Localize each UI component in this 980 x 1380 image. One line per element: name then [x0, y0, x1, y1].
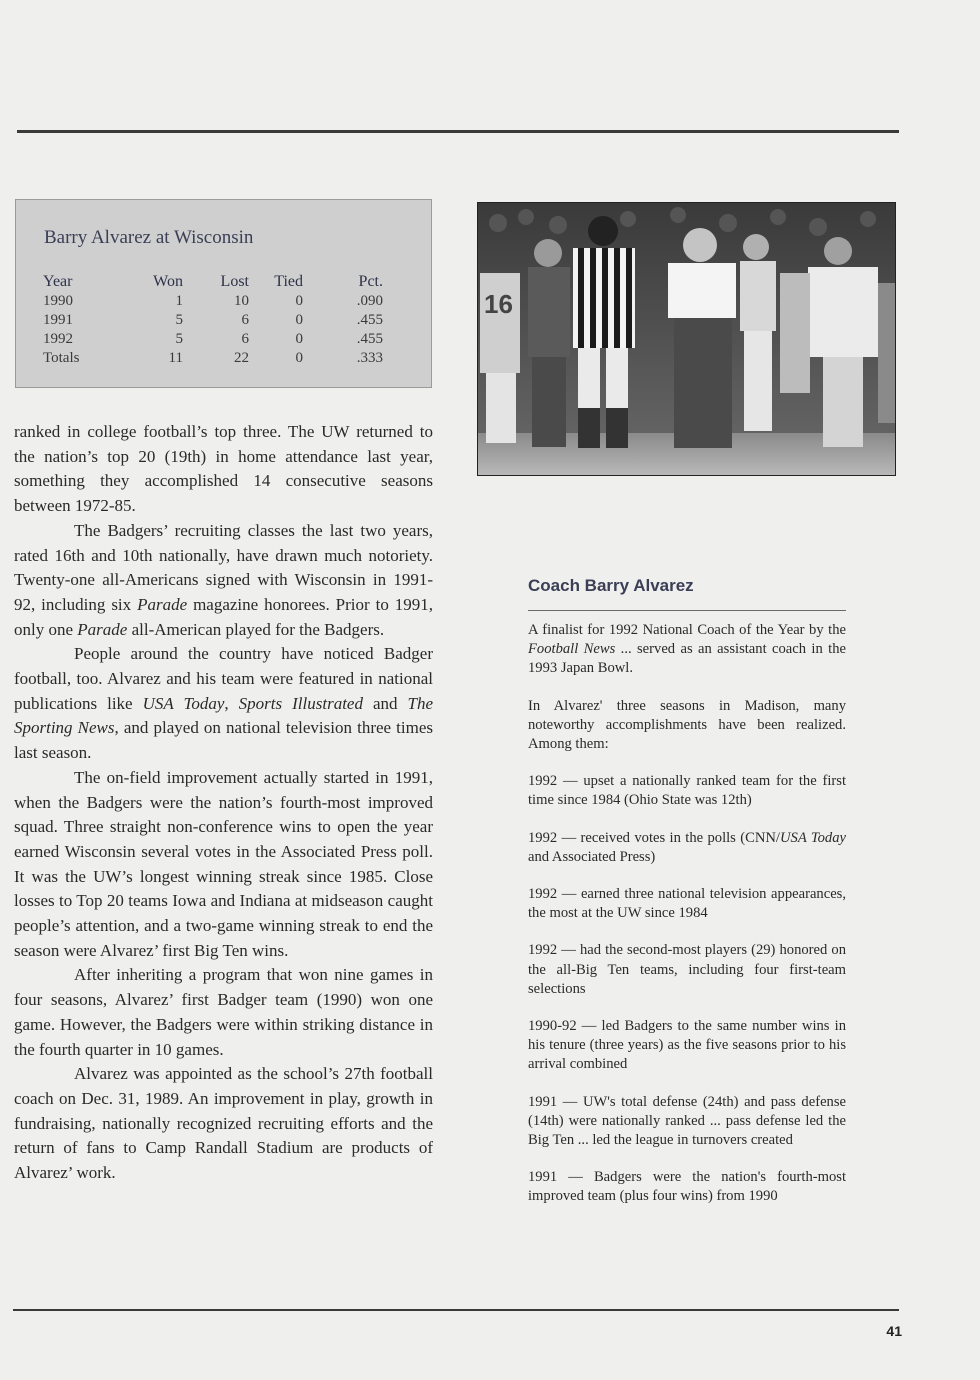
cell-won: 5 — [175, 331, 183, 347]
jersey-number: 16 — [484, 289, 513, 319]
cell-tied: 0 — [295, 293, 303, 309]
top-rule — [17, 130, 899, 133]
cell-lost: 22 — [234, 350, 249, 366]
accomplishment-item — [528, 829, 846, 867]
record-table — [43, 272, 383, 368]
cell-pct: .455 — [356, 312, 383, 328]
text-run: , and played on national television three times last season. — [14, 718, 434, 763]
table-header-row — [43, 272, 383, 292]
text-run: A finalist for 1992 National Coach of the Year by the — [528, 622, 846, 638]
accomplishment-item: 1992 — had the second-most players (29) honored on the all-Big Ten teams, including four first-team selections — [528, 942, 846, 997]
italic-run: Parade — [77, 619, 128, 639]
italic-run: The Sporting News — [14, 693, 434, 738]
cell-pct: .090 — [356, 293, 383, 309]
text-run: all-American played for the Badgers. — [127, 619, 385, 639]
accomplishment-item: 1992 — upset a nationally ranked team for the first time since 1984 (Ohio State was 12th) — [528, 773, 846, 809]
italic-run: Parade — [137, 594, 188, 614]
italic-run: USA Today — [779, 829, 846, 846]
cell-lost: 6 — [241, 331, 249, 347]
text-run: and — [362, 693, 408, 713]
text-run: 1992 — received votes in the polls (CNN/ — [528, 829, 780, 846]
cell-lost: 10 — [234, 293, 249, 309]
paragraph — [14, 519, 433, 643]
cell-year: 1991 — [43, 312, 73, 328]
cell-pct: .333 — [356, 350, 383, 366]
text-run: , — [224, 693, 239, 713]
text-run: magazine honorees. Prior to 1991, only one — [14, 594, 433, 639]
accomplishment-item: 1991 — Badgers were the nation's fourth-most improved team (plus four wins) from 1990 — [528, 1169, 846, 1205]
photo-illustration — [478, 203, 895, 475]
header-tied: Tied — [274, 273, 303, 290]
cell-won: 1 — [175, 293, 183, 309]
italic-run: USA Today — [142, 693, 225, 713]
stats-box-title: Barry Alvarez at Wisconsin — [44, 227, 254, 248]
text-run: The Badgers’ recruiting classes the last two years, rated 16th and 10th nationally, have drawn much notoriety. Twenty-one all-Americans signed with Wisconsin in 1991-92, including six — [14, 520, 433, 614]
cell-tied: 0 — [295, 331, 303, 347]
italic-run: Sports Illustrated — [238, 693, 363, 713]
header-year: Year — [43, 273, 73, 290]
accomplishment-item: 1990-92 — led Badgers to the same number wins in his tenure (three years) as the five seasons prior to his arrival combined — [528, 1018, 846, 1073]
bottom-rule — [13, 1309, 899, 1311]
sideline-photo — [477, 202, 896, 476]
sidebar-title: Coach Barry Alvarez — [528, 576, 694, 595]
text-run: and Associated Press) — [528, 848, 656, 865]
header-lost: Lost — [220, 273, 249, 290]
italic-run: Football News — [528, 641, 616, 658]
text-run: ... served as an assistant coach in the 1993 Japan Bowl. — [528, 641, 846, 677]
cell-year: 1992 — [43, 331, 73, 347]
stats-box — [15, 199, 432, 388]
header-pct: Pct. — [358, 273, 383, 290]
table-row — [43, 330, 383, 349]
paragraph: ranked in college football’s top three. The UW returned to the nation’s top 20 (19th) in home attendance last year, something they accomplished 14 consecutive seasons between 1972-85. — [14, 422, 433, 516]
paragraph: Alvarez was appointed as the school’s 27th football coach on Dec. 31, 1989. An improvement in play, growth in fundraising, nationally recognized recruiting efforts and the return of fans to Camp Randall Stadium are products of Alvarez’ work. — [14, 1064, 433, 1183]
sidebar-intro — [528, 621, 846, 679]
table-row — [43, 311, 383, 330]
cell-won: 11 — [168, 350, 183, 366]
paragraph: The on-field improvement actually started in 1991, when the Badgers were the nation’s fourth-most improved squad. Three straight non-conference wins to open the year earned Wisconsin several votes in the Associated Press poll. It was the UW’s longest winning streak since 1985. Close losses to Top 20 teams Iowa and Indiana at midseason caught people’s attention, and a two-game winning streak to end the season were Alvarez’ first Big Ten wins. — [14, 767, 433, 960]
paragraph — [14, 642, 433, 766]
sidebar-rule — [528, 610, 846, 611]
cell-tied: 0 — [295, 312, 303, 328]
article-body — [14, 420, 433, 1186]
header-won: Won — [153, 273, 183, 290]
cell-year: Totals — [43, 350, 80, 366]
sidebar-lead: In Alvarez' three seasons in Madison, many noteworthy accomplishments have been realized. Among them: — [528, 697, 846, 753]
sidebar-body — [528, 621, 846, 1225]
cell-won: 5 — [175, 312, 183, 328]
cell-year: 1990 — [43, 293, 73, 309]
accomplishment-item: 1992 — earned three national television appearances, the most at the UW since 1984 — [528, 886, 846, 922]
cell-tied: 0 — [295, 350, 303, 366]
table-row — [43, 292, 383, 311]
cell-pct: .455 — [356, 331, 383, 347]
table-row-totals — [43, 349, 383, 368]
text-run: People around the country have noticed Badger football, too. Alvarez and his team were featured in national publications like — [14, 644, 433, 713]
paragraph: After inheriting a program that won nine games in four seasons, Alvarez’ first Badger team (1990) won one game. However, the Badgers were within striking distance in the fourth quarter in 10 games. — [14, 965, 433, 1059]
cell-lost: 6 — [241, 312, 249, 328]
page-number: 41 — [886, 1323, 902, 1339]
accomplishment-item: 1991 — UW's total defense (24th) and pass defense (14th) were nationally ranked ... pass defense led the Big Ten ... led the league in turnovers created — [528, 1093, 846, 1149]
